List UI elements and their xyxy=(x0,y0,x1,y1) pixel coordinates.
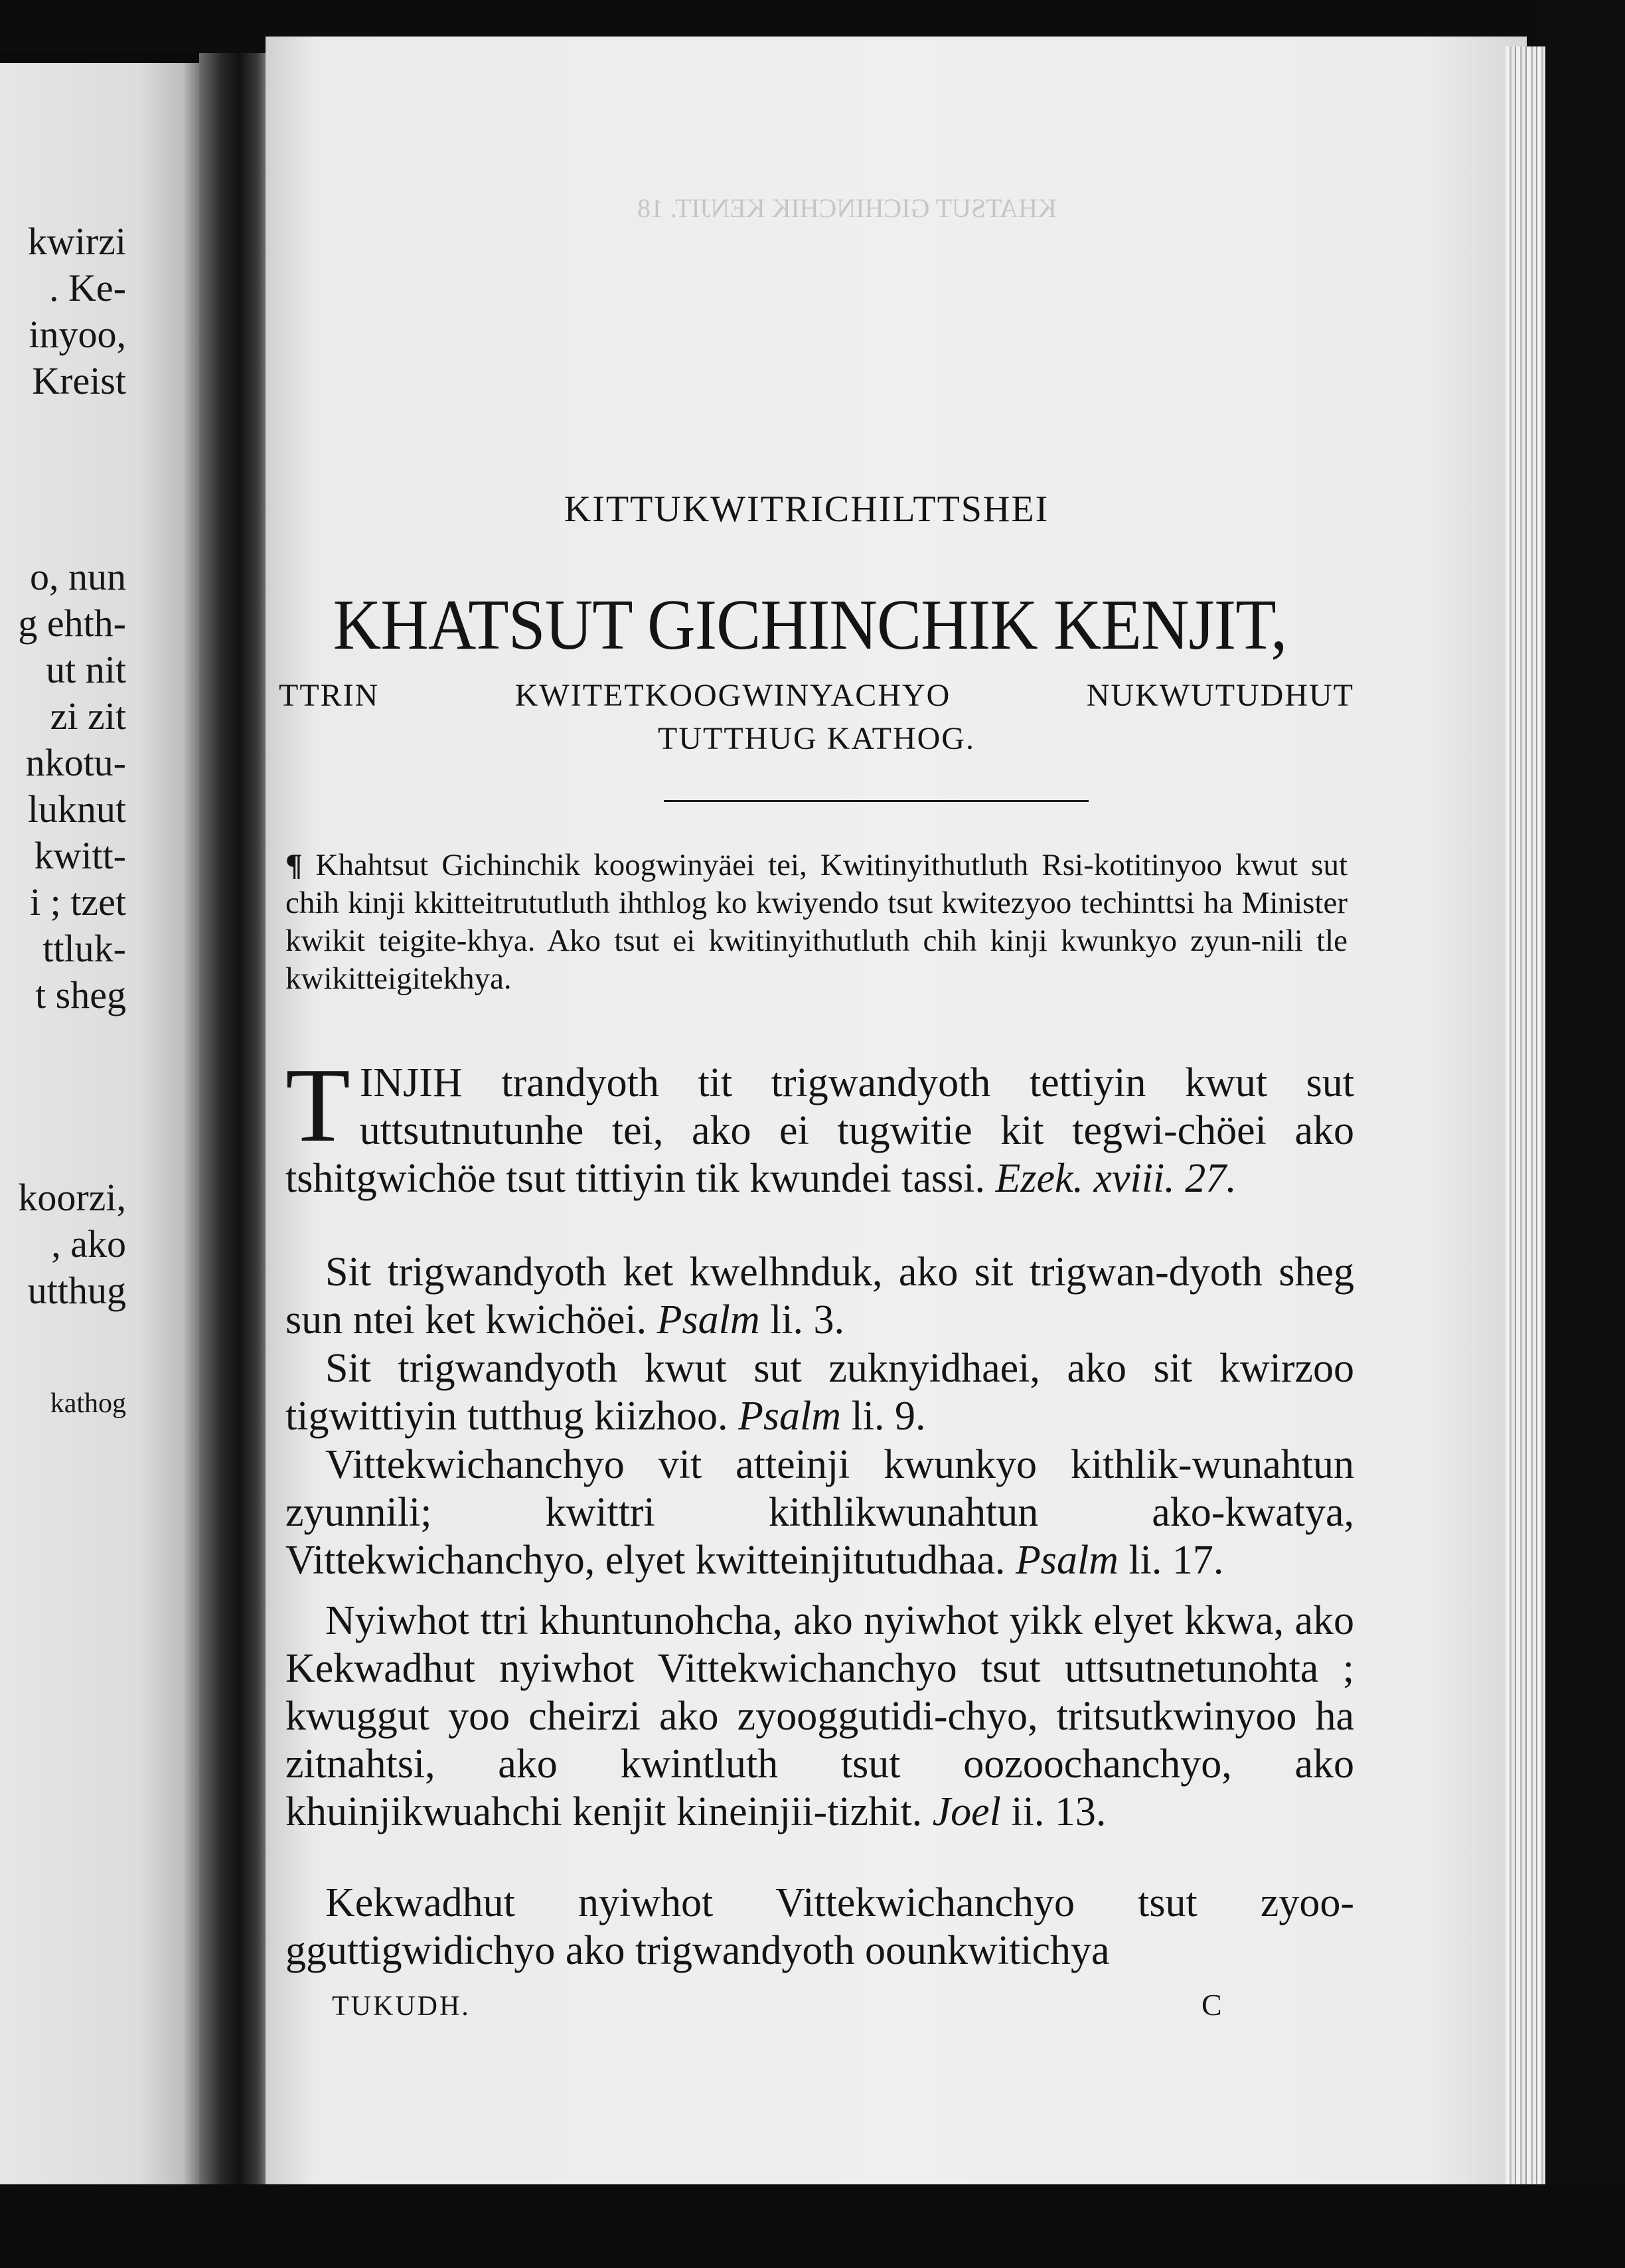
scripture-reference-book: Psalm xyxy=(738,1394,841,1439)
rubric-paragraph xyxy=(285,847,1348,998)
left-page-line: kathog xyxy=(50,1388,126,1419)
left-page-line: luknut xyxy=(27,787,126,831)
page-subtitle-line1: TTRIN KWITETKOOGWINYACHYO NUKWUTUDHUT xyxy=(279,678,1354,713)
left-page-line: i ; tzet xyxy=(30,880,126,924)
paragraph-text: Kekwadhut nyiwhot Vittekwichanchyo tsut zyoo-gguttigwidichyo ako trigwandyoth oounkwitichya xyxy=(285,1880,1354,1973)
pilcrow-icon: ¶ xyxy=(285,848,303,882)
sentence-paragraph-1 xyxy=(285,1046,1354,1202)
left-page-line: inyoo, xyxy=(29,313,126,356)
left-page-line: ut nit xyxy=(46,648,126,691)
left-page-line: zi zit xyxy=(50,694,126,738)
left-page-line: , ako xyxy=(51,1222,126,1265)
left-page-line: kwirzi xyxy=(27,220,126,263)
sentence-paragraph-4 xyxy=(285,1441,1354,1584)
sentence-paragraph-3 xyxy=(285,1344,1354,1440)
sentence-paragraph-2 xyxy=(285,1248,1354,1344)
title-rule xyxy=(664,800,1089,802)
scripture-reference: Ezek. xviii. 27. xyxy=(995,1156,1237,1201)
sentence-paragraph-5 xyxy=(285,1597,1354,1836)
bleed-through-running-head: KHATSUT GICHINCHIK KENJIT. 18 xyxy=(637,193,1057,223)
sentence-paragraph-6 xyxy=(285,1879,1354,1975)
scripture-reference-number: li. 9. xyxy=(851,1394,926,1439)
rubric-text: Khahtsut Gichinchik koogwinyäei tei, Kwitinyithutluth Rsi-kotitinyoo kwut sut chih kinji kkitteitrututluth ihthlog ko kwiyendo tsut kwitezyoo techinttsi ha Minister kwikit teigite-khya. Ako tsut ei kwitinyithutluth chih kinji kwunkyo zyun-nili tle kwikitteigitekhya. xyxy=(285,848,1348,996)
left-page-line: nkotu- xyxy=(25,741,126,784)
page-subtitle-line2: TUTTHUG KATHOG. xyxy=(658,721,975,756)
signature-mark: TUKUDH. xyxy=(332,1991,471,2022)
left-page-line: koorzi, xyxy=(18,1176,126,1219)
scripture-reference-number: li. 17. xyxy=(1128,1538,1224,1583)
scripture-reference-book: Psalm xyxy=(1015,1538,1119,1583)
paragraph-text: INJIH trandyoth tit trigwandyoth tettiyin kwut sut uttsutnutunhe tei, ako ei tugwitie kit tegwi-chöei ako tshitgwichöe tsut tittiyin tik kwundei tassi. xyxy=(285,1060,1354,1201)
scripture-reference-number: ii. 13. xyxy=(1011,1789,1107,1834)
paragraph-text: Vittekwichanchyo vit atteinji kwunkyo kithlik-wunahtun zyunnili; kwittri kithlikwunahtun ako-kwatya, Vittekwichanchyo, elyet kwitteinjitutudhaa. xyxy=(285,1442,1354,1583)
scripture-reference-number: li. 3. xyxy=(770,1297,845,1342)
left-page-line: . Ke- xyxy=(49,266,126,309)
left-page-line: utthug xyxy=(27,1269,126,1312)
left-page-line: o, nun xyxy=(30,555,126,598)
left-page-line: Kreist xyxy=(32,359,126,402)
paragraph-text: Nyiwhot ttri khuntunohcha, ako nyiwhot yikk elyet kkwa, ako Kekwadhut nyiwhot Vittekwichanchyo tsut uttsutnetunohta ; kwuggut yoo cheirzi ako zyooggutidi-chyo, tritsutkwinyoo ha zitnahtsi, ako kwintluth tsut oozoochanchyo, ako khuinjikwuahchi kenjit kineinjii-tizhit. xyxy=(285,1598,1354,1834)
left-page-line: t sheg xyxy=(35,973,126,1016)
scripture-reference-book: Joel xyxy=(932,1789,1001,1834)
paragraph-text: Sit trigwandyoth kwut sut zuknyidhaei, ako sit kwirzoo tigwittiyin tutthug kiizhoo. xyxy=(285,1346,1354,1439)
signature-letter: C xyxy=(1201,1988,1222,2022)
left-page-line: kwitt- xyxy=(34,834,126,877)
scripture-reference-book: Psalm xyxy=(657,1297,760,1342)
paragraph-text: Sit trigwandyoth ket kwelhnduk, ako sit trigwan-dyoth sheg sun ntei ket kwichöei. xyxy=(285,1250,1354,1342)
drop-cap: T xyxy=(285,1046,350,1164)
page-title: KHATSUT GICHINCHIK KENJIT, xyxy=(333,586,1287,665)
left-page-line: g ehth- xyxy=(18,602,126,645)
left-page-line: ttluk- xyxy=(42,927,126,970)
scan-border-bottom xyxy=(0,2184,1625,2268)
page-heading-small: KITTUKWITRICHILTTSHEI xyxy=(564,489,1049,530)
